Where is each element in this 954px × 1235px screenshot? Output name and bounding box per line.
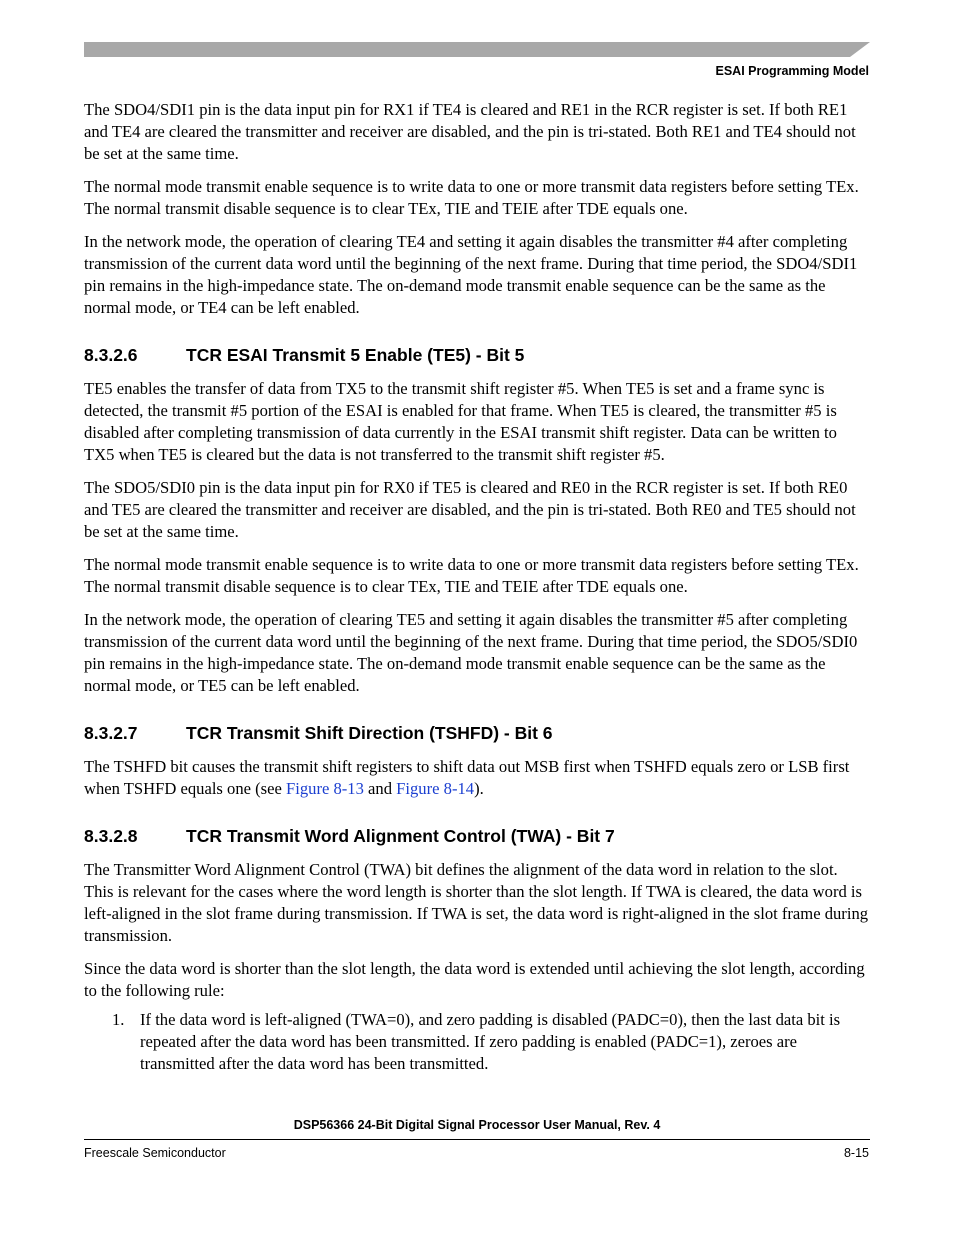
header-banner — [84, 42, 870, 57]
paragraph-text: ). — [474, 779, 484, 798]
section-number: 8.3.2.7 — [84, 723, 138, 743]
list-marker: 1. — [112, 1010, 125, 1029]
paragraph: The SDO4/SDI1 pin is the data input pin for RX1 if TE4 is cleared and RE1 in the RCR register is set. If both RE1 and TE4 are cleared the transmitter and receiver are disabled, and the pin is tri-stated. Both RE1 and TE4 should not be set at the same time. — [84, 100, 856, 163]
page-body — [84, 99, 870, 1075]
paragraph: In the network mode, the operation of clearing TE5 and setting it again disables the transmitter #5 after completing transmission of the current data word until the beginning of the next frame. During that time period, the SDO5/SDI0 pin remains in the high-impedance state. The on-demand mode transmit enable sequence can be the same as the normal mode, or TE5 can be left enabled. — [84, 610, 858, 695]
figure-link-8-13[interactable]: Figure 8-13 — [286, 779, 364, 798]
footer-company: Freescale Semiconductor — [84, 1146, 226, 1160]
paragraph: The normal mode transmit enable sequence is to write data to one or more transmit data registers before setting TEx. The normal transmit disable sequence is to clear TEx, TIE and TEIE after TDE equals one. — [84, 555, 859, 596]
section-title: TCR Transmit Shift Direction (TSHFD) - Bit 6 — [186, 723, 553, 743]
section-title: TCR ESAI Transmit 5 Enable (TE5) - Bit 5 — [186, 345, 525, 365]
paragraph: The SDO5/SDI0 pin is the data input pin for RX0 if TE5 is cleared and RE0 in the RCR register is set. If both RE0 and TE5 are cleared the transmitter and receiver are disabled, and the pin is tri-stated. Both RE0 and TE5 should not be set at the same time. — [84, 478, 856, 541]
section-number: 8.3.2.6 — [84, 345, 138, 365]
running-header-title: ESAI Programming Model — [715, 64, 869, 78]
numbered-list — [84, 1009, 870, 1075]
list-item-text: If the data word is left-aligned (TWA=0), and zero padding is disabled (PADC=0), then the last data bit is repeated after the data word has been transmitted. If zero padding is enabled (PADC=1), zeroes are transmitted after the data word has been transmitted. — [140, 1010, 841, 1073]
paragraph-text: and — [363, 779, 397, 798]
footer-page-number: 8-15 — [843, 1146, 869, 1160]
section-heading-twa — [84, 825, 870, 847]
paragraph-text: The TSHFD bit causes the transmit shift registers to shift data out MSB first when TSHFD equals zero or LSB first when TSHFD equals one (see — [84, 757, 850, 798]
paragraph — [84, 756, 870, 800]
paragraph: The Transmitter Word Alignment Control (TWA) bit defines the alignment of the data word in relation to the slot. This is relevant for the cases where the word length is shorter than the slot length. If TWA is cleared, the data word is left-aligned in the slot frame during transmission. If TWA is set, the data word is right-aligned in the slot frame during transmission. — [84, 860, 869, 945]
section-heading-tshfd — [84, 722, 870, 744]
list-item — [84, 1009, 870, 1075]
paragraph: TE5 enables the transfer of data from TX5 to the transmit shift register #5. When TE5 is set and a frame sync is detected, the transmit #5 portion of the ESAI is enabled for that frame. When TE5 is cleared, the transmitter #5 is disabled after completing transmission of data currently in the ESAI transmit shift register. Data can be written to TX5 when TE5 is cleared but the data is not transferred to the transmit shift register #5. — [84, 379, 837, 464]
section-heading-te5 — [84, 344, 870, 366]
figure-link-8-14[interactable]: Figure 8-14 — [396, 779, 475, 798]
footer-divider — [84, 1139, 870, 1140]
paragraph: Since the data word is shorter than the slot length, the data word is extended until achieving the slot length, according to the following rule: — [84, 959, 865, 1000]
paragraph: The normal mode transmit enable sequence is to write data to one or more transmit data registers before setting TEx. The normal transmit disable sequence is to clear TEx, TIE and TEIE after TDE equals one. — [84, 177, 859, 218]
header-banner-shape — [84, 42, 870, 57]
section-title: TCR Transmit Word Alignment Control (TWA) - Bit 7 — [186, 826, 615, 846]
paragraph: In the network mode, the operation of clearing TE4 and setting it again disables the transmitter #4 after completing transmission of the current data word until the beginning of the next frame. During that time period, the SDO4/SDI1 pin remains in the high-impedance state. The on-demand mode transmit enable sequence can be the same as the normal mode, or TE4 can be left enabled. — [84, 232, 858, 317]
section-number: 8.3.2.8 — [84, 826, 138, 846]
footer-manual-title: DSP56366 24-Bit Digital Signal Processor User Manual, Rev. 4 — [293, 1118, 661, 1132]
